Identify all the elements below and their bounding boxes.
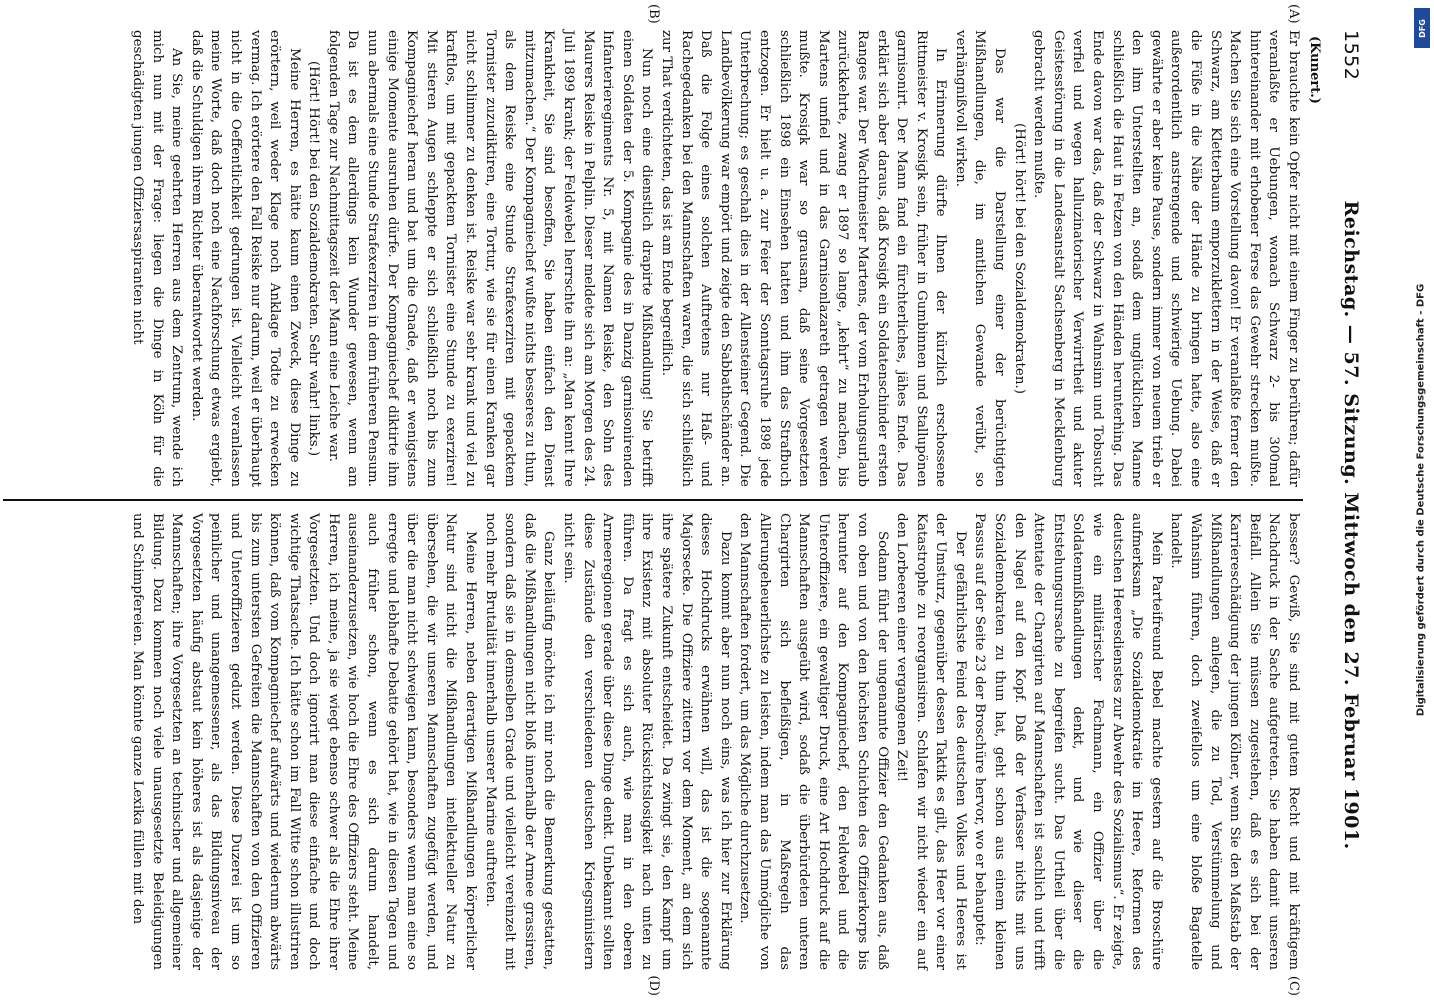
paragraph: besser? Gewiß, Sie sind mit gutem Recht und mit kräftigem Nachdruck in der Sache aufgetreten. Sie haben damit unseren Beifall. Allein Sie müssen zugestehen, daß es sich bei der Karriereschädigung der jungen Kölner, wenn Sie den Maßstab der Mißhandlungen anlegen, die zu Tod, Verstümmelung und Wahnsinn führen, doch zweifellos um eine bloße Bagatelle handelt.	[1168, 513, 1301, 970]
text-columns	[3, 4, 1303, 996]
column-divider	[3, 499, 1303, 501]
interjection: (Hört! hört! bei den Sozialdemokraten.)	[1011, 123, 1027, 394]
page-header	[1328, 30, 1362, 970]
paragraph: Dazu kommt aber nun noch eins, was ich hier zur Erklärung dieses Hochdrucks erwähnen will, das ist die sogenannte Majorsecke. Die Offiziere zittern vor dem Moment, an dem sich ihre spätere Zukunft entscheidet. Da zwingt sie, den Kampf um ihre Existenz mit absoluter Rücksichtslosigkeit nach unten zu führen. Da fragt es sich auch, wie man in den oberen Armeeregionen gerade über diese Dinge denkt. Unbekannt sollten diese Zustände den verschiedenen deutschen Kriegsministern nicht sein.	[561, 513, 733, 970]
left-column	[3, 4, 1303, 487]
margin-marker-c: (C)	[1286, 975, 1301, 996]
paragraph: Das war die Darstellung einer der berüchtigten Mißhandlungen, die, im amtlichen Gewande verübt, so verhängnißvoll wirken.	[952, 30, 1008, 487]
paragraph: An Sie, meine geehrten Herren aus dem Zentrum, wende ich mich nun mit der Frage: liegen die Dinge in Köln für die geschädigten jungen Offiziersaspiranten nicht	[129, 30, 185, 487]
quotation: Der gefährlichste Feind des deutschen Volkes und Heeres ist der Umsturz, gegenüber dessen Taktik es gilt, das Heer vor einer Katastrophe zu reorganisiren. Schlafen wir nicht wieder ein auf den Lorbeeren einer vergangenen Zeit!	[894, 513, 968, 970]
speaker-tag: (Kunert.)	[1307, 36, 1322, 104]
paragraph: Mein Parteifreund Bebel machte gestern auf die Broschüre aufmerksam „Die Sozialdemokratie im Heere, Reformen des deutschen Heeresdienstes zur Abwehr des Sozialismus“. Er zeigte, wie ein militärischer Fachmann, ein Offizier über die Soldatenmißhandlungen denkt, und wie dieser die Entstehungsursache zu begreifen sucht. Das Urtheil über die Attentate der Chargirten auf Mannschaften ist sachlich und trifft den Nagel auf den Kopf. Daß der Verfasser nichts mit uns Sozialdemokraten zu thun hat, geht schon aus einem kleinen Passus auf der Seite 23 der Broschüre hervor, wo er behauptet:	[972, 513, 1164, 970]
paragraph: Er brauchte kein Opfer nicht mit einem Finger zu berühren; dafür veranlaßte er Uebungen, wonach Schwarz 2- bis 300mal hintereinander mit erhobener Ferse das Gewehr strecken mußte. Machen Sie sich eine Vorstellung davon! Er veranlaßte ferner den Schwarz, am Kletterbaum emporzuklettern in der Weise, daß er die Füße in die Nähe der Hände zu bringen hatte, also eine außerordentlich anstrengende und schwierige Uebung. Dabei gewährte er aber keine Pause, sondern immer von neuem trieb er den ihm Unterstellten an, sodaß dem unglücklichen Manne schließlich die Haut in Fetzen von den Händen herunterhing. Das Ende davon war das, daß der Schwarz in Wahnsinn und Tobsucht verfiel und wegen halluzinatorischer Verwirrtheit und akuter Geistesstörung in die Landesanstalt Sachsenberg in Mecklenburg gebracht werden mußte.	[1031, 30, 1301, 487]
dfg-logo-text: DFG	[1417, 18, 1427, 38]
right-column	[3, 513, 1303, 996]
interjection: (Hört! Hört! bei den Sozialdemokraten. Sehr wahr! links.)	[306, 60, 322, 457]
running-head: Reichstag. — 57. Sitzung. Mittwoch den 27. Februar 1901.	[1340, 200, 1362, 850]
paragraph: Sodann führt der ungenannte Offizier den Gedanken aus, daß von oben und von den höchsten Schichten des Offizierkorps bis herunter auf den Kompagniechef, den Feldwebel und die Unteroffiziere, ein gewaltiger Druck, eine Art Hochdruck auf die Mannschaften ausgeübt wird, sodaß die überbürdeten unteren Chargirten sich befleißigen, in Maßregeln das Allerungeheuerlichste zu leisten, indem man das Unmögliche von den Mannschaften fordert, um das Mögliche durchzusetzen.	[737, 513, 890, 970]
margin-marker-b: (B)	[646, 4, 661, 24]
page-number: 1552	[1340, 30, 1362, 81]
margin-marker-a: (A)	[1286, 4, 1301, 24]
paragraph: Nun noch eine dienstlich drapirte Mißhandlung! Sie betrifft einen Soldaten der 5. Kompagnie des in Danzig garnisonirenden Infanterieregiments Nr. 5, mit Namen Reiske, den Sohn des Maurers Reiske in Pelplin. Dieser meldete sich am Morgen des 24. Juli 1899 krank; der Feldwebel herrschte ihn an: „Man kennt Ihre Krankheit, Sie sind besoffen, Sie haben einfach den Dienst mitzumachen.“ Der Kompagniechef wußte nichts besseres zu thun, als dem Reiske eine Stunde Strafexerziren mit gepacktem Tornister zuzudiktiren, eine Tortur, wie sie für einen Kranken gar nicht schlimmer zu denken ist. Reiske war sehr krank und viel zu kraftlos, um mit gepacktem Tornister eine Stunde zu exerziren! Mit stieren Augen schleppte er sich schließlich noch bis zum Kompagniechef heran und bat um die Gnade, daß er wenigstens einige Momente ausruhen dürfe. Der Kompagniechef diktirte ihm nun abermals eine Stunde Strafexerziren in dem früheren Pensum. Da ist es dem allerdings kein Wunder gewesen, wenn am folgenden Tage zur Nachmittagszeit der Mann eine Leiche war.	[325, 30, 655, 487]
paragraph: Meine Herren, es hätte kaum einen Zweck, diese Dinge zu erörtern, weil weder Klage noch Anklage Todte zu erwecken vermag. Ich erörtere den Fall Reiske nur darum, weil er überhaupt nicht in die Oeffentlichkeit gedrungen ist. Vielleicht veranlassen meine Worte, daß doch noch eine Nachforschung etwas ergiebt, daß die Schuldigen ihrem Richter überantwortet werden.	[188, 30, 302, 487]
margin-marker-d: (D)	[646, 975, 661, 996]
digitization-credit: Digitalisierung gefördert durch die Deutsche Forschungsgemeinschaft - DFG	[1415, 283, 1427, 717]
digitization-credit-strip	[1410, 8, 1432, 992]
paragraph: In Erinnerung dürfte Ihnen der kürzlich erschossene Rittmeister v. Krosigk sein, früher in Gumbinnen und Stallupönen garnisonirt. Der Mann fand ein fürchterliches, jähes Ende. Das erklärt sich aber daraus, daß Krosigk ein Soldatenschinder ersten Ranges war. Der Wachtmeister Martens, der vom Erholungsurlaub zurückkehrte, zwang er 1897 so lange, „kehrt“ zu machen, bis Martens umfiel und in das Garnisonlazareth getragen werden mußte. Krosigk war so grausam, daß seine Vorgesetzten schließlich 1898 ein Einsehen hatten und ihm das Strafbuch entzogen. Er hielt u. a. zur Feier der Sonntagsruhe 1898 jede Unterbrechung; es geschah dies in der Allensteiner Gegend. Die Landbevölkerung war empört und zeigte den Sabbathschänder an. Daß die Folge eines solchen Auftretens nur Haß- und Rachegedanken bei den Mannschaften waren, die sich schließlich zur That verdichteten, das ist am Ende begreiflich.	[659, 30, 949, 487]
paragraph: Ganz beiläufig möchte ich mir noch die Bemerkung gestatten, daß die Mißhandlungen nicht bloß innerhalb der Armee grassiren, sondern daß sie in demselben Grade und vielleicht vereinzelt mit noch mehr Brutalität innerhalb unserer Marine auftreten.	[482, 513, 557, 970]
paragraph: Meine Herren, neben derartigen Mißhandlungen körperlicher Natur sind nicht die Mißhandlungen intellektueller Natur zu übersehen, die wir unseren Mannschaften zugefügt werden, und über die man nicht schweigen kann, besonders wenn man eine so erregte und lebhafte Debatte gehört hat, wie in diesen Tagen und auch früher schon, wenn es sich darum handelt, auseinanderzusetzen, wie hoch die Ehre des Offiziers steht. Meine Herren, ich meine, ja sie wiegt ebenso schwer als die Ehre ihrer Vorgesetzten. Und doch ignorirt man diese einfache und doch wichtige Thatsache. Ich hätte schon im Fall Witte schon illustriren können, daß vom Kompagniechef aufwärts und wiederum abwärts bis zum untersten Gefreiten die Mannschaften von den Offizieren und Unteroffizieren geduzt werden. Diese Duzerei ist um so peinlicher und unangemessener, als das Bildungsniveau der Vorgesetzten häufig abstaut kein höheres ist als dasjenige der Mannschaften; ihre Vorgesetzten an technischer und allgemeiner Bildung. Dazu kommen noch viele unausgesetzte Beleidigungen und Schimpfereien. Man könnte ganze Lexika füllen mit den	[129, 513, 479, 970]
